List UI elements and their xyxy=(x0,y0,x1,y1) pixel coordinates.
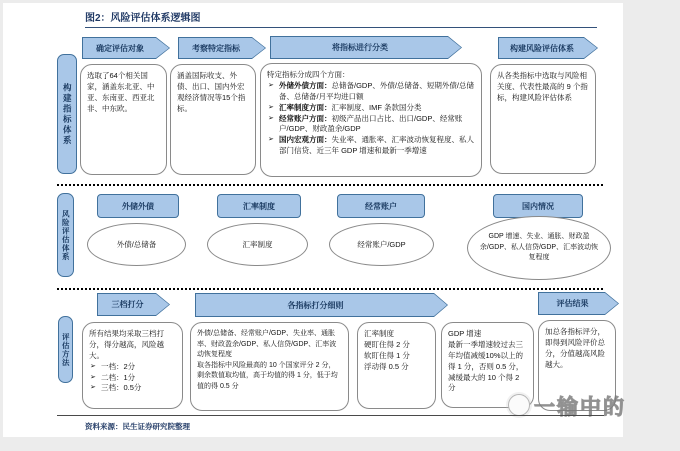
section-label-method: 评估方法 xyxy=(58,316,73,383)
aspect-item-fx-regime: ➢ 汇率制度方面：汇率制度、IMF 条款国分类 xyxy=(268,102,422,112)
dotted-divider-top xyxy=(57,184,603,186)
dotted-divider-bottom xyxy=(57,288,603,290)
tier-item-3: ➢ 三档：0.5分 xyxy=(90,383,142,393)
arrow-bullet-icon: ➢ xyxy=(268,81,274,89)
flow-arrow-define-targets: 确定评估对象 xyxy=(82,37,170,59)
indicator-ellipse-domestic: GDP 增速、失业、通胀、财政盈余/GDP、私人信贷/GDP、汇率波动恢复程度 xyxy=(467,216,611,280)
arrow-bullet-icon: ➢ xyxy=(90,384,96,392)
note-bubble-four-aspects xyxy=(260,63,482,177)
category-box-current-account: 经常账户 xyxy=(337,194,425,218)
note-bubble-fx-scoring: 汇率制度 硬盯住得 2 分 软盯住得 1 分 浮动得 0.5 分 xyxy=(357,322,436,409)
aspect-item-reserves-debt: ➢ 外储外债方面：总储备/GDP、外债/总储备、短期外债/总储备、总储备/月平均进口额 xyxy=(268,80,475,101)
figure-title: 图2：风险评估体系逻辑图 xyxy=(85,13,201,24)
note-bubble-three-tier xyxy=(82,322,183,409)
category-box-reserves-debt: 外储外债 xyxy=(97,194,179,218)
note-bubble-indicator-scope: 涵盖国际收支、外债、出口、国内外宏观经济情况等15个指标。 xyxy=(170,64,256,175)
note-bubble-nine-indicators: 从各类指标中选取与风险相关度、代表性最高的 9 个指标，构建风险评估体系 xyxy=(490,64,596,174)
note-bubble-gdp-scoring: GDP 增速 最新一季增速较过去三年均值减缓10%以上的得 1 分，否则 0.5 分，减缓最大的 10 个得 2 分 xyxy=(441,322,534,408)
arrow-bullet-icon: ➢ xyxy=(268,114,274,122)
tier-item-2: ➢ 二档：1分 xyxy=(90,372,136,382)
section-label-build-system: 构建指标体系 xyxy=(57,54,77,174)
category-box-fx-regime: 汇率制度 xyxy=(217,194,301,218)
aspect-item-current-account: ➢ 经常账户方面：初级产品出口占比、出口/GDP、经常账户/GDP、财政盈余/GDP xyxy=(268,113,463,134)
indicator-ellipse-reserves-debt: 外债/总储备 xyxy=(87,223,186,266)
category-box-domestic: 国内情况 xyxy=(493,194,583,218)
scoring-rules-indicators: 外债/总储备、经常账户/GDP、失业率、通胀率、财政盈余/GDP、私人信贷/GDP、汇率波动恢复程度 xyxy=(197,330,337,358)
note-bubble-countries: 选取了64个相关国家，涵盖东北亚、中亚、东南亚、西亚北非、中东欧。 xyxy=(80,64,167,175)
four-aspects-intro: 特定指标分成四个方面： xyxy=(267,70,350,79)
flow-arrow-examine-indicators: 考察特定指标 xyxy=(178,37,266,59)
source-text: 资料来源：民生证券研究院整理 xyxy=(85,422,190,431)
note-bubble-scoring-rules xyxy=(190,322,349,411)
flow-arrow-three-tier-scoring: 三档打分 xyxy=(97,293,170,316)
note-bubble-result: 加总各指标评分，即得到风险评价总分，分值越高风险越大。 xyxy=(538,320,616,411)
flow-arrow-build-risk-system: 构建风险评估体系 xyxy=(498,37,598,59)
source-divider xyxy=(57,415,604,416)
indicator-ellipse-current-account: 经常账户/GDP xyxy=(329,223,434,266)
arrow-bullet-icon: ➢ xyxy=(90,362,96,370)
flow-arrow-scoring-details: 各指标打分细则 xyxy=(195,293,448,317)
watermark-text: 一输中的 xyxy=(534,396,626,419)
arrow-bullet-icon: ➢ xyxy=(268,103,274,111)
scoring-rules-method: 取各指标中风险最高的 10 个国家评分 2 分，剩余数值取均值，高于均值的得 1 分，低于均值的得 0.5 分 xyxy=(197,361,338,390)
three-tier-intro: 所有结果均采取三档打分，得分越高，风险越大。 xyxy=(89,329,164,360)
flow-arrow-evaluation-result: 评估结果 xyxy=(538,292,619,315)
title-underline xyxy=(85,27,597,28)
tier-item-1: ➢ 一档：2分 xyxy=(90,361,136,371)
aspect-item-domestic-macro: ➢ 国内宏观方面：失业率、通胀率、汇率波动恢复程度、私人部门信贷、近三年 GDP 增速和最新一季增速 xyxy=(268,135,474,156)
section-label-risk-system: 风险评估体系 xyxy=(57,193,74,277)
flow-arrow-classify-indicators: 将指标进行分类 xyxy=(270,36,462,59)
arrow-bullet-icon: ➢ xyxy=(90,373,96,381)
arrow-bullet-icon: ➢ xyxy=(268,136,274,144)
indicator-ellipse-fx-regime: 汇率制度 xyxy=(207,223,308,266)
watermark-sun-icon xyxy=(508,394,530,416)
